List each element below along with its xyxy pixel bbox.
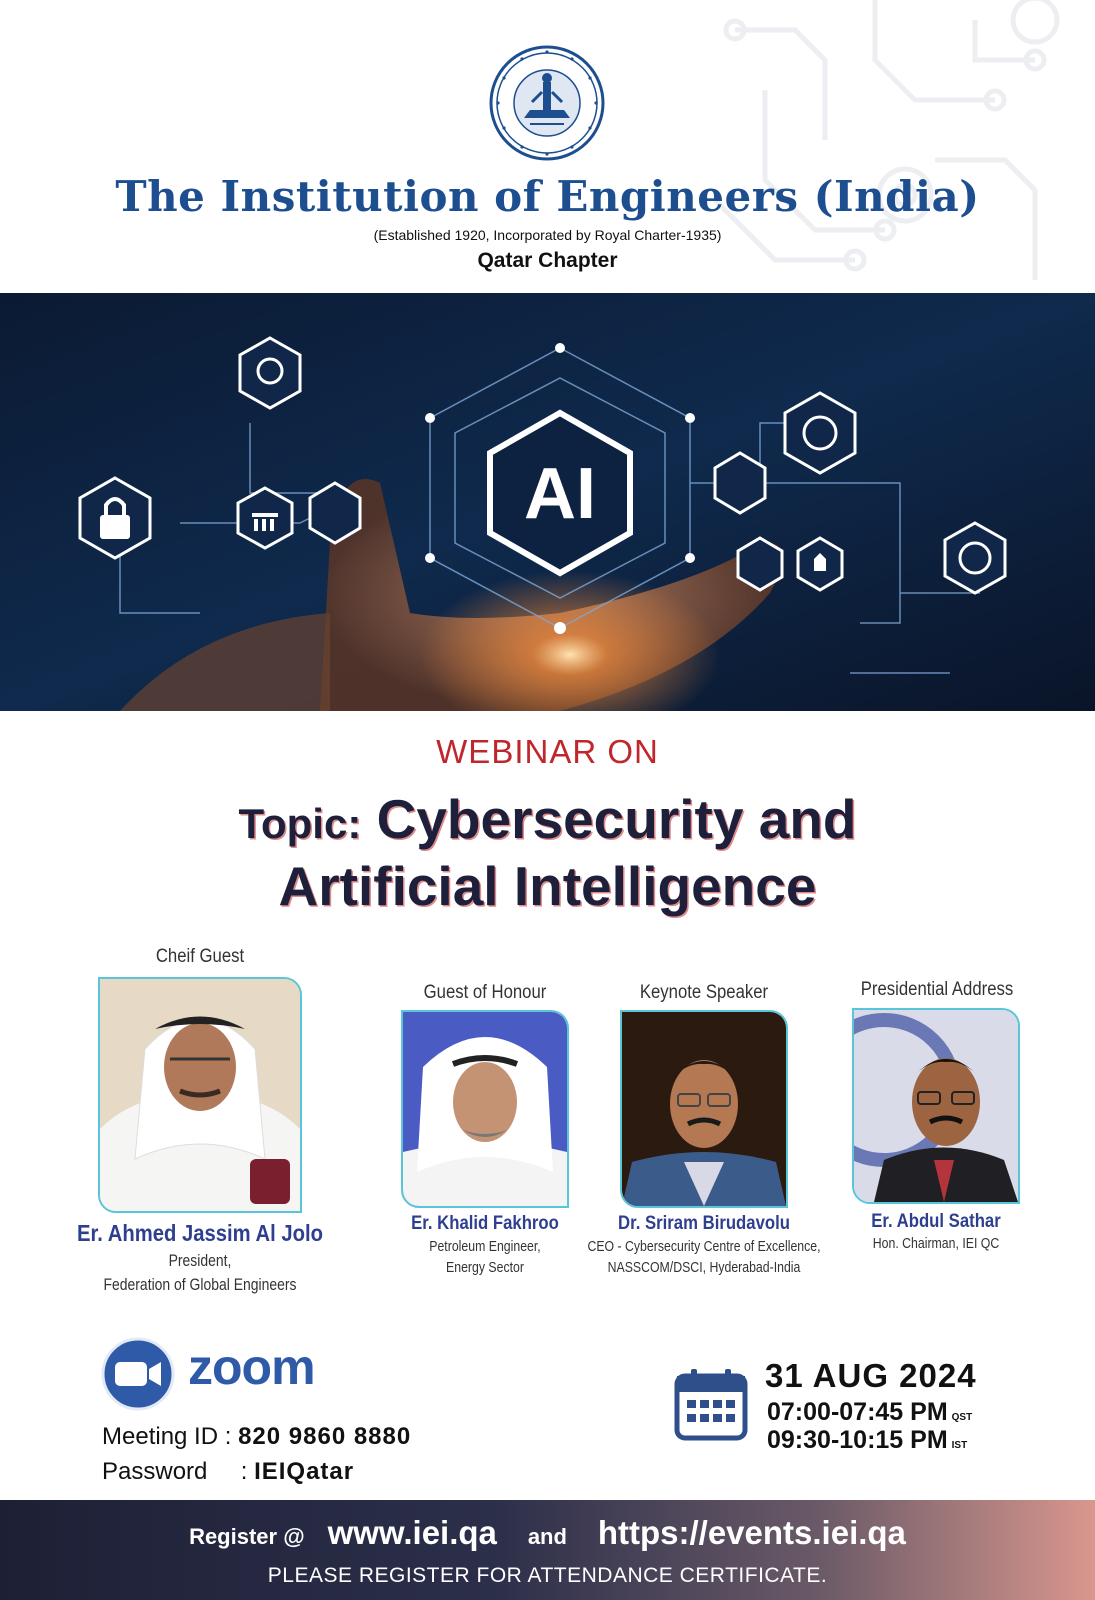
speaker-desc-line-1: CEO - Cybersecurity Centre of Excellence,: [587, 1238, 821, 1255]
speaker-photo-keynote: [620, 1010, 788, 1208]
zoom-video-icon: [101, 1337, 175, 1411]
speaker-role-keynote: Keynote Speaker: [639, 982, 769, 1003]
register-label: Register @: [189, 1524, 305, 1549]
event-date: 31 AUG 2024: [765, 1357, 977, 1394]
speaker-desc-line-1: Petroleum Engineer,: [429, 1238, 541, 1255]
topic-line-2: Artificial Intelligence: [278, 855, 817, 917]
register-note: PLEASE REGISTER FOR ATTENDANCE CERTIFICATE.: [267, 1564, 828, 1587]
webinar-label: WEBINAR ON: [436, 733, 659, 770]
speaker-desc-line-1: Hon. Chairman, IEI QC: [872, 1235, 1000, 1252]
ai-label: AI: [524, 454, 596, 534]
speaker-desc-keynote: [573, 1236, 835, 1278]
webinar-topic: [0, 788, 1095, 917]
speaker-desc-presidential-address: [829, 1233, 1042, 1254]
time-qst-value: 07:00-07:45 PM: [767, 1398, 948, 1426]
iei-seal-logo: [488, 44, 606, 162]
topic-line-1: Cybersecurity and: [376, 788, 857, 850]
time-ist-zone: IST: [951, 1440, 968, 1451]
ai-banner-image: [0, 293, 1095, 711]
password-value: IEIQatar: [254, 1458, 355, 1485]
calendar-icon: [673, 1366, 749, 1442]
speaker-role-chief-guest: Cheif Guest: [155, 946, 245, 967]
meeting-id-value: 820 9860 8880: [238, 1423, 412, 1450]
speaker-desc-line-2: Federation of Global Engineers: [103, 1275, 297, 1294]
speaker-name-presidential-address: Er. Abdul Sathar: [871, 1211, 1001, 1232]
speaker-photo-guest-of-honour: [401, 1010, 569, 1208]
chapter-name: Qatar Chapter: [477, 249, 618, 272]
establishment-subtitle: (Established 1920, Incorporated by Royal Charter-1935): [373, 227, 722, 243]
speaker-desc-line-2: Energy Sector: [446, 1259, 524, 1276]
register-link-events[interactable]: https://events.iei.qa: [597, 1514, 906, 1551]
speaker-desc-chief-guest: [85, 1249, 315, 1297]
speaker-name-chief-guest: Er. Ahmed Jassim Al Jolo: [77, 1220, 323, 1246]
time-qst-zone: QST: [951, 1412, 973, 1423]
meeting-id-label: Meeting ID :: [102, 1423, 232, 1450]
speaker-desc-line-1: President,: [168, 1251, 232, 1270]
organization-title: The Institution of Engineers (India): [115, 172, 980, 221]
time-qst: [767, 1398, 972, 1427]
password-label: Password: [102, 1458, 208, 1485]
register-and: and: [527, 1524, 567, 1549]
speaker-desc-guest-of-honour: [378, 1236, 591, 1278]
register-link-iei[interactable]: www.iei.qa: [327, 1514, 497, 1551]
time-ist: [767, 1426, 967, 1455]
speaker-photo-chief-guest: [98, 977, 302, 1213]
time-ist-value: 09:30-10:15 PM: [767, 1426, 948, 1454]
speaker-desc-line-2: NASSCOM/DSCI, Hyderabad-India: [607, 1259, 801, 1276]
password-row: [102, 1458, 354, 1486]
speaker-name-guest-of-honour: Er. Khalid Fakhroo: [411, 1213, 559, 1234]
speaker-name-keynote: Dr. Sriram Birudavolu: [618, 1213, 790, 1234]
speaker-role-guest-of-honour: Guest of Honour: [423, 982, 547, 1003]
registration-footer: [0, 1500, 1095, 1600]
password-separator: :: [240, 1458, 248, 1485]
zoom-logo-text: zoom: [188, 1339, 315, 1395]
topic-prefix: Topic:: [238, 800, 362, 847]
speaker-role-presidential-address: Presidential Address: [860, 979, 1014, 1000]
register-line: [0, 1514, 1095, 1552]
meeting-id-row: [102, 1423, 411, 1451]
speaker-photo-presidential-address: [852, 1008, 1020, 1204]
